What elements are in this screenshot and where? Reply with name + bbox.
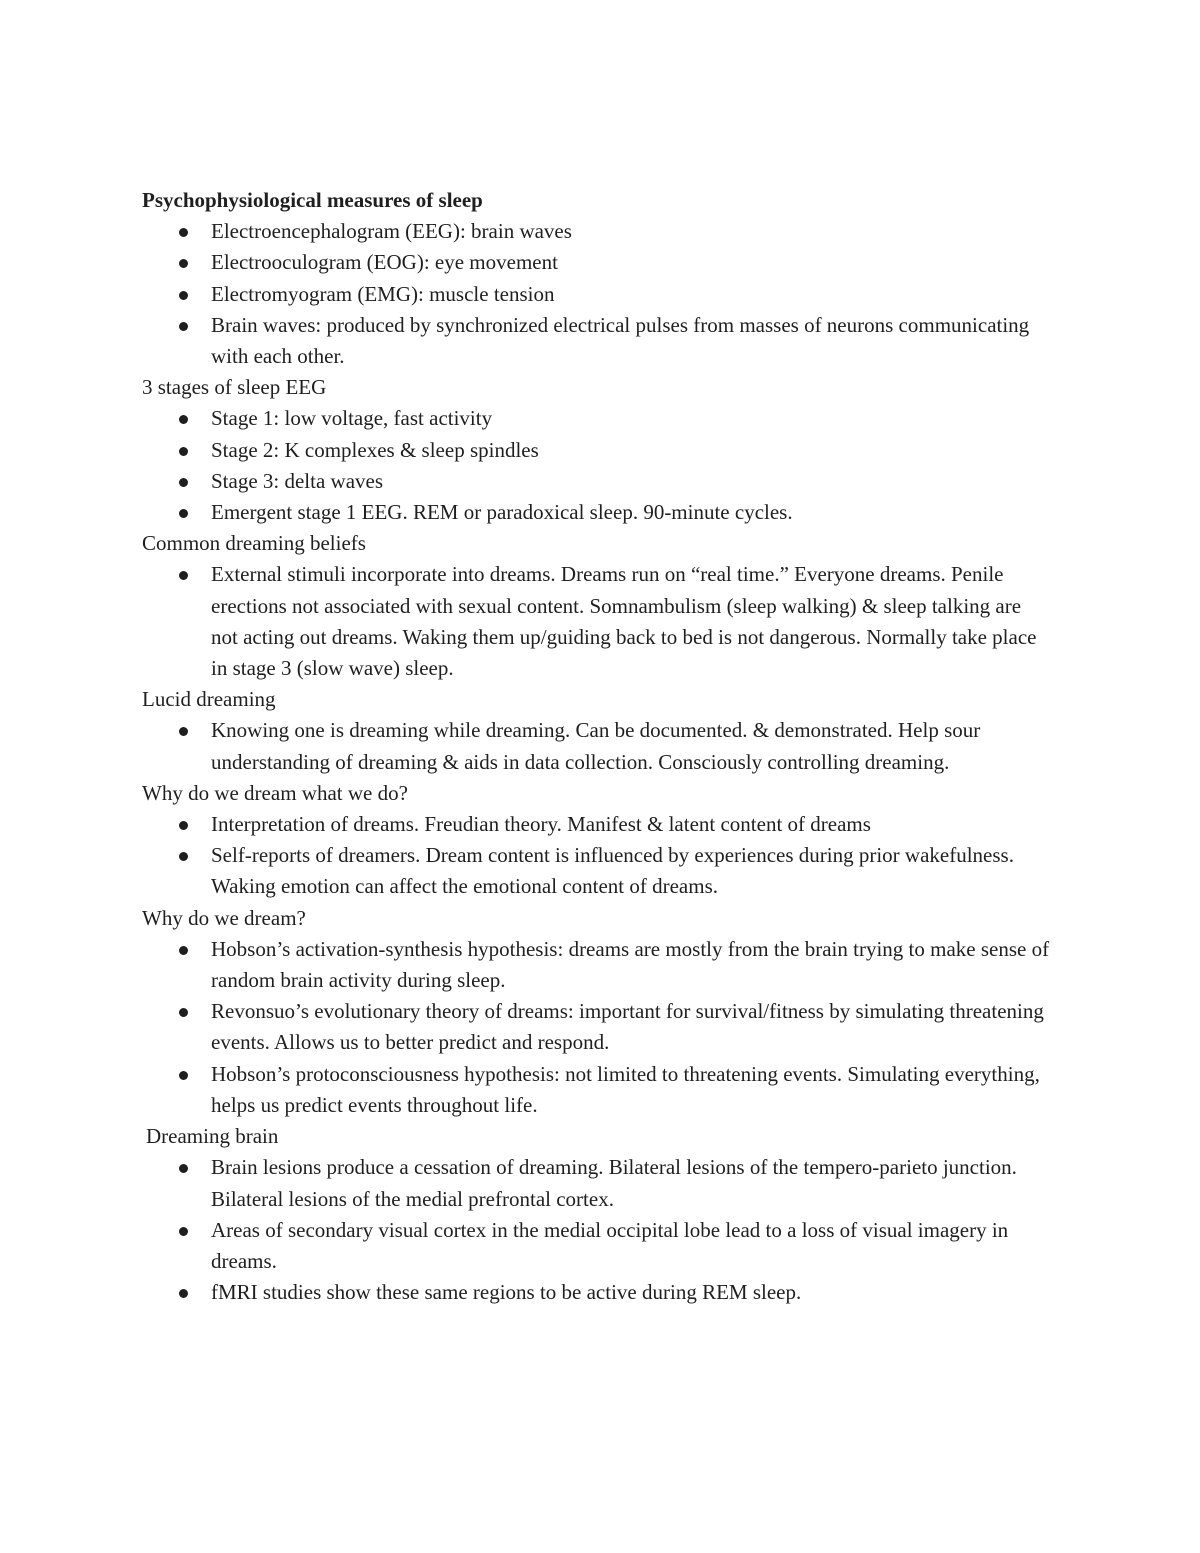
list-item-text: Self-reports of dreamers. Dream content is influenced by experiences during prior wakefulness. Waking emotion can affect the emotional content of dreams. [211, 843, 1014, 899]
list-item [211, 247, 1052, 278]
bullet-icon [179, 1289, 188, 1298]
list-item-text: Revonsuo’s evolutionary theory of dreams: important for survival/fitness by simulating threatening events. Allows us to better predict and respond. [211, 999, 1044, 1055]
bullet-icon [179, 1164, 188, 1173]
list-item [211, 934, 1052, 996]
section-heading: Why do we dream? [142, 905, 306, 930]
bullet-icon [179, 946, 188, 955]
list-item-text: Knowing one is dreaming while dreaming. Can be documented. & demonstrated. Help sour understanding of dreaming & aids in data collection. Consciously controlling dreaming. [211, 718, 981, 774]
section-heading: Dreaming brain [146, 1124, 279, 1149]
bullet-icon [179, 415, 188, 424]
list-item-text: Electrooculogram (EOG): eye movement [211, 250, 558, 275]
list-item [211, 715, 1052, 777]
bullet-list [142, 1152, 1052, 1308]
list-item [211, 466, 1052, 497]
list-item [211, 996, 1052, 1058]
section-heading: Psychophysiological measures of sleep [142, 188, 483, 212]
bullet-list [142, 934, 1052, 1121]
list-item-text: External stimuli incorporate into dreams. Dreams run on “real time.” Everyone dreams. Penile erections not associated with sexual content. Somnambulism (sleep walking) & sleep talking are not acting out dreams. Waking them up/guiding back to bed is not dangerous. Normally take place in stage 3 (slow wave) sleep. [211, 562, 1037, 681]
list-item [211, 1215, 1052, 1277]
bullet-list [142, 403, 1052, 528]
list-item [211, 1059, 1052, 1121]
bullet-icon [179, 478, 188, 487]
bullet-icon [179, 821, 188, 830]
list-item-text: Interpretation of dreams. Freudian theory. Manifest & latent content of dreams [211, 812, 871, 837]
section-heading: Common dreaming beliefs [142, 531, 366, 556]
list-item [211, 809, 1052, 840]
bullet-icon [179, 727, 188, 736]
list-item [211, 403, 1052, 434]
bullet-icon [179, 259, 188, 268]
bullet-icon [179, 322, 188, 331]
document-page [142, 185, 1052, 1308]
list-item-text: Hobson’s protoconsciousness hypothesis: not limited to threatening events. Simulating everything, helps us predict events throughout life. [211, 1061, 1040, 1117]
bullet-icon [179, 852, 188, 861]
bullet-list [142, 559, 1052, 684]
section-heading: Lucid dreaming [142, 687, 276, 712]
bullet-list [142, 809, 1052, 903]
bullet-icon [179, 571, 188, 580]
bullet-icon [179, 228, 188, 237]
list-item-text: Brain lesions produce a cessation of dreaming. Bilateral lesions of the tempero-parieto junction. Bilateral lesions of the medial prefrontal cortex. [211, 1155, 1017, 1211]
bullet-list [142, 715, 1052, 777]
bullet-icon [179, 1071, 188, 1080]
list-item [211, 497, 1052, 528]
list-item-text: Hobson’s activation-synthesis hypothesis: dreams are mostly from the brain trying to make sense of random brain activity during sleep. [211, 936, 1050, 993]
list-item-text: Stage 2: K complexes & sleep spindles [211, 437, 539, 462]
list-item-text: Areas of secondary visual cortex in the medial occipital lobe lead to a loss of visual imagery in dreams. [211, 1217, 1009, 1273]
list-item [211, 1277, 1052, 1308]
list-item [211, 310, 1052, 372]
bullet-icon [179, 509, 188, 518]
bullet-icon [179, 291, 188, 300]
list-item [211, 216, 1052, 247]
list-item [211, 435, 1052, 466]
section-heading: Why do we dream what we do? [142, 780, 408, 805]
list-item-text: fMRI studies show these same regions to be active during REM sleep. [211, 1280, 802, 1305]
section-heading: 3 stages of sleep EEG [142, 375, 327, 400]
list-item-text: Stage 1: low voltage, fast activity [211, 406, 493, 431]
bullet-list [142, 216, 1052, 372]
list-item-text: Electromyogram (EMG): muscle tension [211, 281, 555, 306]
bullet-icon [179, 1008, 188, 1017]
list-item-text: Emergent stage 1 EEG. REM or paradoxical sleep. 90-minute cycles. [211, 500, 793, 525]
list-item [211, 279, 1052, 310]
list-item [211, 1152, 1052, 1214]
list-item [211, 559, 1052, 684]
bullet-icon [179, 447, 188, 456]
list-item-text: Stage 3: delta waves [211, 468, 384, 493]
list-item [211, 840, 1052, 902]
bullet-icon [179, 1227, 188, 1236]
list-item-text: Brain waves: produced by synchronized electrical pulses from masses of neurons communicating with each other. [211, 312, 1030, 369]
list-item-text: Electroencephalogram (EEG): brain waves [211, 219, 572, 244]
